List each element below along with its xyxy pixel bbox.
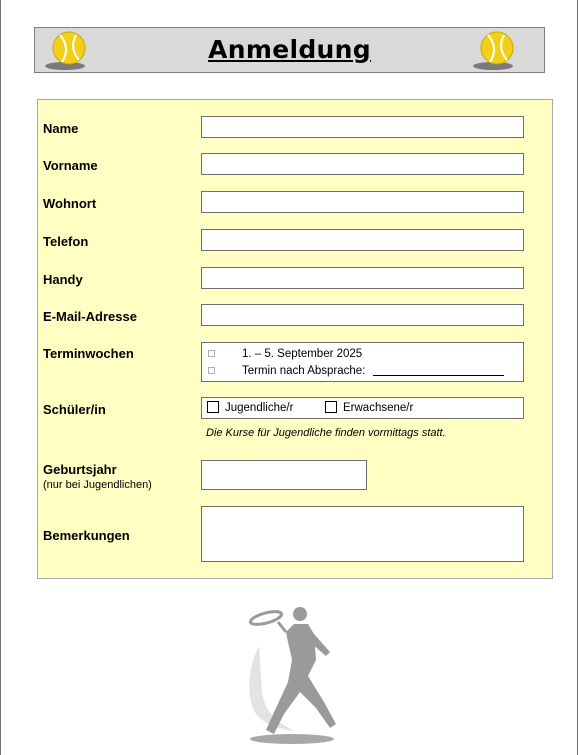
handy-field[interactable]	[201, 267, 524, 289]
termin-fill-line[interactable]	[373, 375, 504, 376]
page-edge-left	[0, 0, 1, 755]
registration-form	[37, 99, 553, 579]
bemerkungen-field[interactable]	[201, 506, 524, 562]
geburtsjahr-sublabel: (nur bei Jugendlichen)	[43, 479, 152, 491]
termin-option-label: Termin nach Absprache:	[242, 365, 366, 377]
schueler-note: Die Kurse für Jugendliche finden vormittags statt.	[206, 427, 446, 439]
checkbox[interactable]	[325, 401, 337, 413]
schueler-box	[201, 397, 524, 419]
header-banner	[34, 27, 545, 73]
telefon-field[interactable]	[201, 229, 524, 251]
schueler-label: Schüler/in	[43, 402, 106, 417]
page-title: Anmeldung	[208, 35, 371, 64]
option-label: Jugendliche/r	[225, 402, 294, 414]
checkbox[interactable]	[208, 367, 215, 374]
wohnort-field[interactable]	[201, 191, 524, 213]
email-label: E-Mail-Adresse	[43, 309, 137, 324]
name-field[interactable]	[201, 116, 524, 138]
vorname-field[interactable]	[201, 153, 524, 175]
telefon-label: Telefon	[43, 234, 89, 249]
option-label: Erwachsene/r	[343, 402, 414, 414]
tennis-ball-icon	[471, 30, 519, 72]
terminwochen-box	[201, 342, 524, 382]
terminwochen-label: Terminwochen	[43, 346, 134, 361]
option-jugendliche[interactable]	[207, 401, 293, 414]
checkbox[interactable]	[208, 350, 215, 357]
termin-option-september[interactable]	[208, 348, 362, 360]
termin-option-label: 1. – 5. September 2025	[242, 348, 363, 360]
geburtsjahr-field[interactable]	[201, 460, 367, 490]
termin-option-absprache[interactable]	[208, 365, 504, 377]
wohnort-label: Wohnort	[43, 196, 97, 211]
option-erwachsene[interactable]	[325, 401, 413, 414]
email-field[interactable]	[201, 304, 524, 326]
tennis-player-silhouette	[234, 606, 354, 746]
bemerkungen-label: Bemerkungen	[43, 528, 130, 543]
checkbox[interactable]	[207, 401, 219, 413]
handy-label: Handy	[43, 272, 83, 287]
name-label: Name	[43, 121, 79, 136]
geburtsjahr-label	[43, 462, 152, 491]
vorname-label: Vorname	[43, 158, 98, 173]
geburtsjahr-title: Geburtsjahr	[43, 462, 117, 477]
